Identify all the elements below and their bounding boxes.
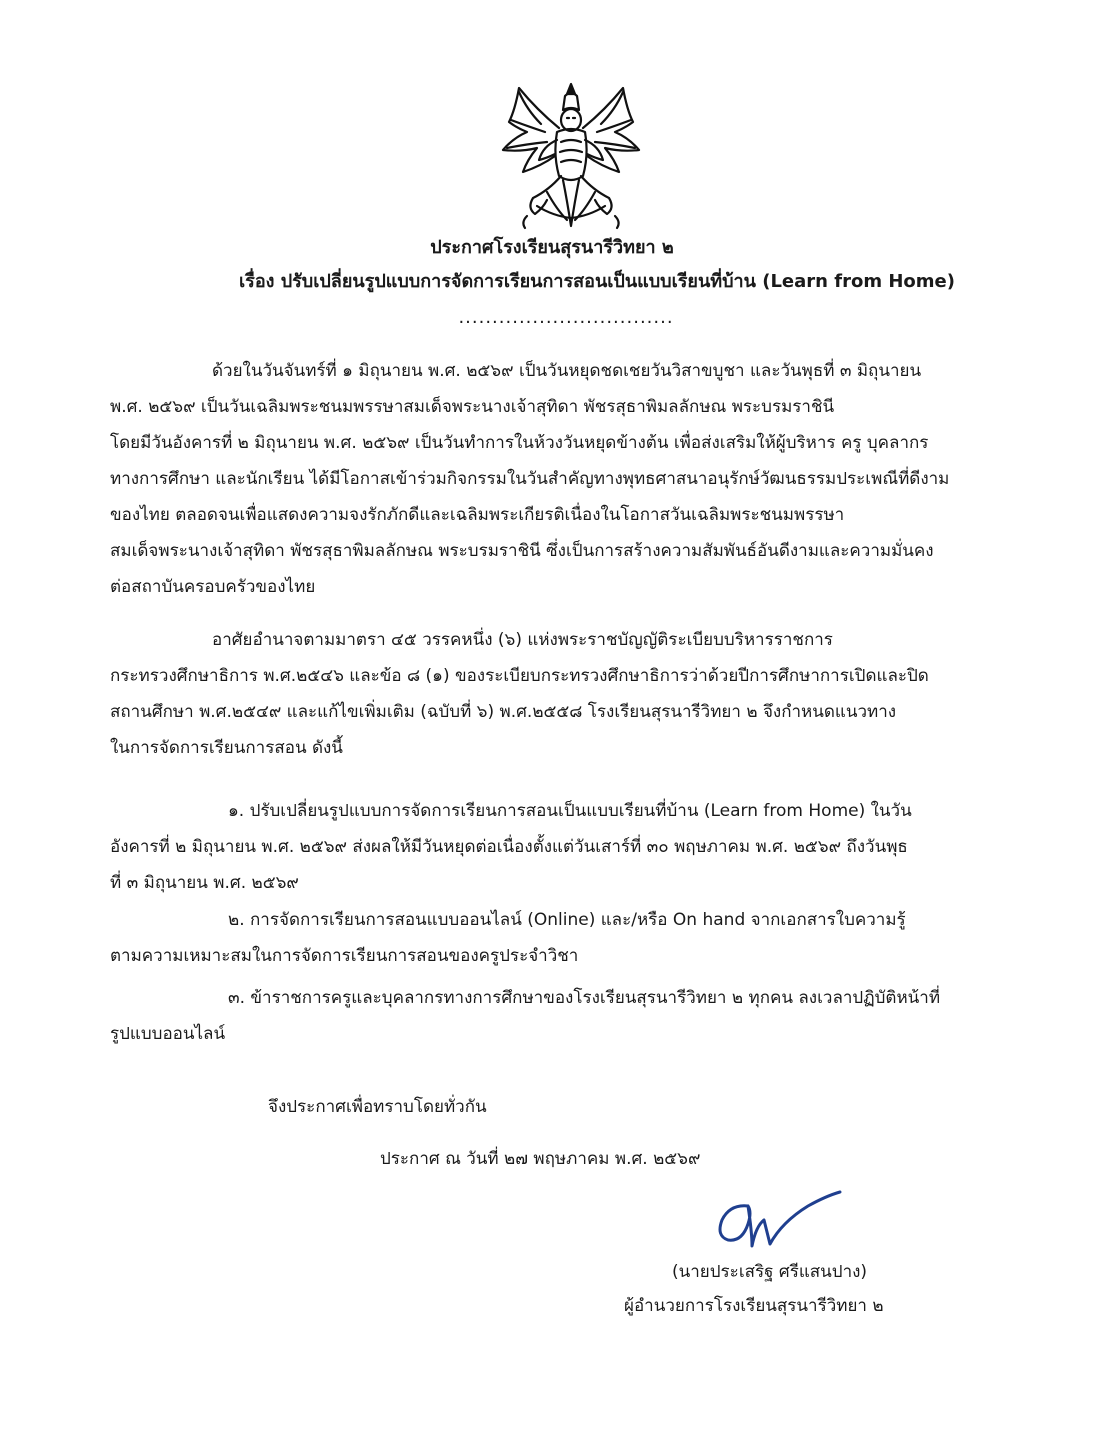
item-line: ที่ ๓ มิถุนายน พ.ศ. ๒๕๖๙ — [110, 873, 299, 893]
closing-notice: จึงประกาศเพื่อทราบโดยทั่วกัน — [268, 1097, 487, 1117]
separator-dots: ................................ — [458, 307, 674, 328]
garuda-emblem-icon — [497, 80, 645, 232]
item-2 — [110, 902, 1030, 974]
item-3 — [110, 980, 1030, 1052]
paragraph-line: ต่อสถาบันครอบครัวของไทย — [110, 577, 316, 597]
signer-position: ผู้อำนวยการโรงเรียนสุรนารีวิทยา ๒ — [624, 1296, 884, 1316]
announcement-subject: เรื่อง ปรับเปลี่ยนรูปแบบการจัดการเรียนการสอนเป็นแบบเรียนที่บ้าน (Learn from Home) — [239, 271, 955, 292]
paragraph-line: สมเด็จพระนางเจ้าสุทิดา พัชรสุธาพิมลลักษณ พระบรมราชินี ซึ่งเป็นการสร้างความสัมพันธ์อันดีงามและความมั่นคง — [110, 541, 934, 561]
signature-icon — [708, 1186, 848, 1256]
paragraph-line: อาศัยอำนาจตามมาตรา ๔๕ วรรคหนึ่ง (๖) แห่งพระราชบัญญัติระเบียบบริหารราชการ — [212, 630, 833, 650]
item-line: ๑. ปรับเปลี่ยนรูปแบบการจัดการเรียนการสอนเป็นแบบเรียนที่บ้าน (Learn from Home) ในวัน — [228, 801, 912, 821]
item-line: ๒. การจัดการเรียนการสอนแบบออนไลน์ (Online) และ/หรือ On hand จากเอกสารใบความรู้ — [228, 910, 906, 930]
announcement-title: ประกาศโรงเรียนสุรนารีวิทยา ๒ — [430, 237, 674, 258]
paragraph-line: ในการจัดการเรียนการสอน ดังนี้ — [110, 738, 343, 758]
paragraph-line: กระทรวงศึกษาธิการ พ.ศ.๒๕๔๖ และข้อ ๘ (๑) ของระเบียบกระทรวงศึกษาธิการว่าด้วยปีการศึกษาการเปิดและปิด — [110, 666, 929, 686]
paragraph-line: พ.ศ. ๒๕๖๙ เป็นวันเฉลิมพระชนมพรรษาสมเด็จพระนางเจ้าสุทิดา พัชรสุธาพิมลลักษณ พระบรมราชินี — [110, 397, 835, 417]
paragraph-line: ทางการศึกษา และนักเรียน ได้มีโอกาสเข้าร่วมกิจกรรมในวันสำคัญทางพุทธศาสนาอนุรักษ์วัฒนธรรมประเพณีที่ดีงาม — [110, 469, 950, 489]
item-line: ตามความเหมาะสมในการจัดการเรียนการสอนของครูประจำวิชา — [110, 946, 579, 966]
paragraph-line: โดยมีวันอังคารที่ ๒ มิถุนายน พ.ศ. ๒๕๖๙ เป็นวันทำการในห้วงวันหยุดข้างต้น เพื่อส่งเสริมให้ผู้บริหาร ครู บุคลากร — [110, 433, 929, 453]
signer-name: (นายประเสริฐ ศรีแสนปาง) — [672, 1262, 868, 1282]
item-line: ๓. ข้าราชการครูและบุคลากรทางการศึกษาของโรงเรียนสุรนารีวิทยา ๒ ทุกคน ลงเวลาปฏิบัติหน้าที่ — [228, 988, 941, 1008]
item-line: อังคารที่ ๒ มิถุนายน พ.ศ. ๒๕๖๙ ส่งผลให้มีวันหยุดต่อเนื่องตั้งแต่วันเสาร์ที่ ๓๐ พฤษภาคม พ.ศ. ๒๕๖๙ ถึงวันพุธ — [110, 837, 908, 857]
announcement-date: ประกาศ ณ วันที่ ๒๗ พฤษภาคม พ.ศ. ๒๕๖๙ — [380, 1149, 701, 1169]
paragraph-line: ด้วยในวันจันทร์ที่ ๑ มิถุนายน พ.ศ. ๒๕๖๙ เป็นวันหยุดชดเชยวันวิสาขบูชา และวันพุธที่ ๓ มิถุนายน — [212, 361, 922, 381]
item-line: รูปแบบออนไลน์ — [110, 1024, 226, 1044]
paragraph-line: สถานศึกษา พ.ศ.๒๕๔๙ และแก้ไขเพิ่มเติม (ฉบับที่ ๖) พ.ศ.๒๕๕๘ โรงเรียนสุรนารีวิทยา ๒ จึงกำหนดแนวทาง — [110, 702, 897, 722]
item-1 — [110, 793, 1030, 901]
paragraph-line: ของไทย ตลอดจนเพื่อแสดงความจงรักภักดีและเฉลิมพระเกียรติเนื่องในโอกาสวันเฉลิมพระชนมพรรษา — [110, 505, 845, 525]
paragraph-background — [110, 353, 1030, 605]
paragraph-authority — [110, 622, 1030, 766]
